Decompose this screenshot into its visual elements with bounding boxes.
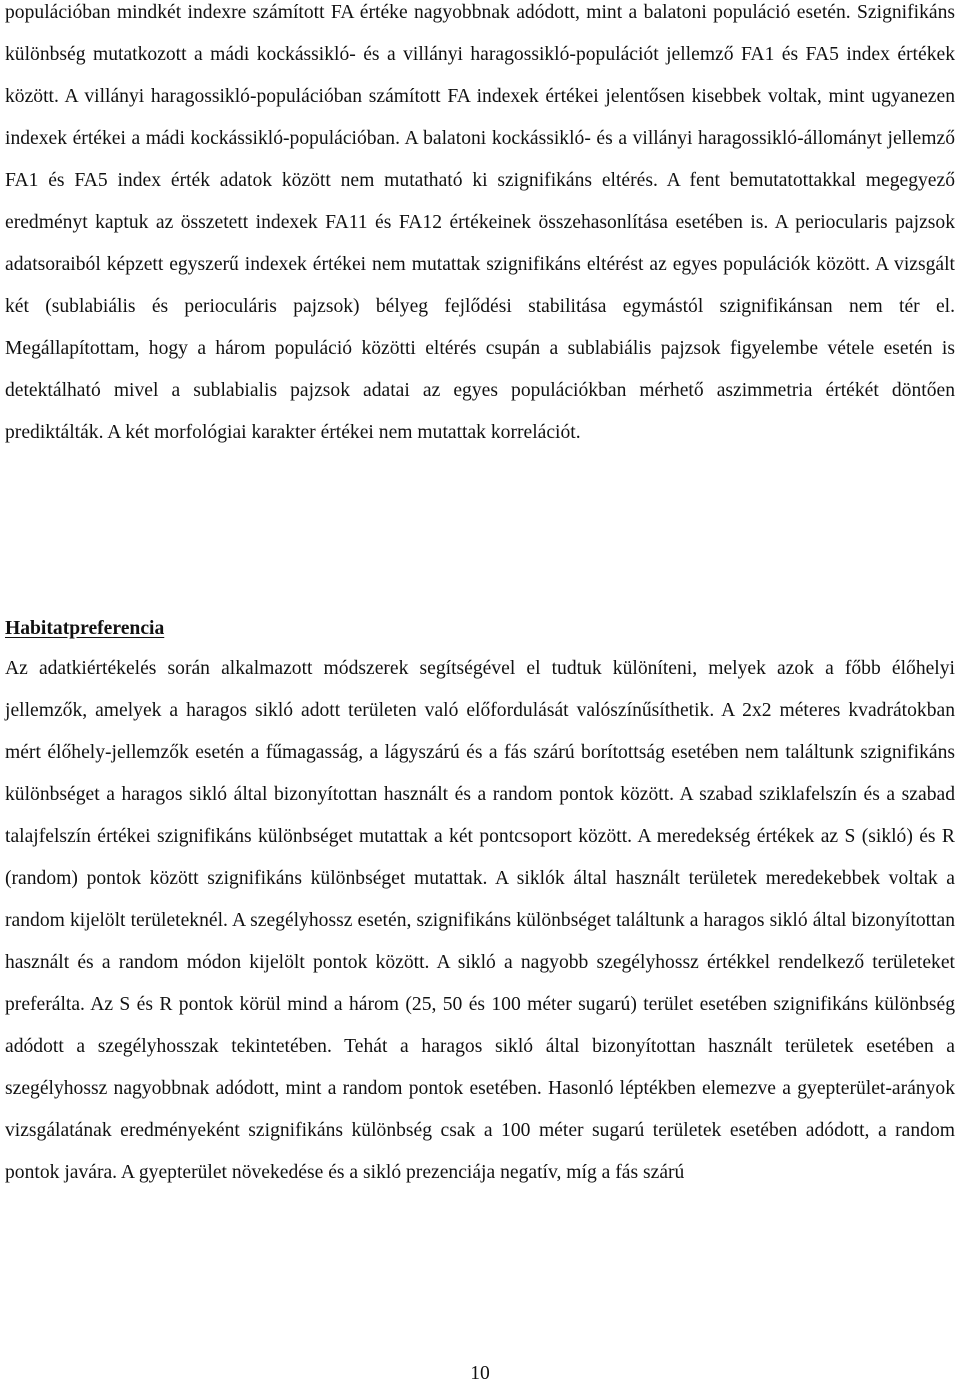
page-number: 10 <box>470 1363 490 1384</box>
habitat-paragraph: Az adatkiértékelés során alkalmazott módszerek segítségével el tudtuk különíteni, melyek azok a főbb élőhelyi jellemzők, amelyek a haragos sikló adott területen való előfordulását valószínűsíthetik. A 2x2 méteres kvadrátokban mért élőhely-jellemzők esetén a fűmagasság, a lágyszárú és a fás szárú borítottság esetében nem találtunk szignifikáns különbséget a haragos sikló által bizonyítottan használt és a random pontok között. A szabad sziklafelszín és a szabad talajfelszín értékei szignifikáns különbséget mutattak a két pontcsoport között. A meredekség értékek az S (sikló) és R (random) pontok között szignifikáns különbséget mutattak. A siklók által használt területek meredekebbek voltak a random kijelölt területeknél. A szegélyhossz esetén, szignifikáns különbséget találtunk a haragos sikló által bizonyítottan használt és a random módon kijelölt pontok között. A sikló a nagyobb szegélyhossz értékkel rendelkező területeket preferálta. Az S és R pontok körül mind a három (25, 50 és 100 méter sugarú) terület esetében szignifikáns különbség adódott a szegélyhosszak tekintetében. Tehát a haragos sikló által bizonyítottan használt területek esetében a szegélyhossz nagyobbnak adódott, mint a random pontok esetében. Hasonló léptékben elemezve a gyepterület-arányok vizsgálatának eredményeként szignifikáns különbség csak a 100 méter sugarú területek esetében adódott, a random pontok javára. A gyepterület növekedése és a sikló prezenciája negatív, míg a fás szárú <box>5 658 955 1183</box>
section-heading-habitatpreferencia: Habitatpreferencia <box>5 618 165 639</box>
results-paragraph: populációban mindkét indexre számított FA értéke nagyobbnak adódott, mint a balatoni populáció esetén. Szignifikáns különbség mutatkozott a mádi kockássikló- és a villányi haragossikló-populációt jellemző FA1 és FA5 index értékek között. A villányi haragossikló-populációban számított FA indexek értékei jelentősen kisebbek voltak, mint ugyanezen indexek értékei a mádi kockássikló-populációban. A balatoni kockássikló- és a villányi haragossikló-állományt jellemző FA1 és FA5 index érték adatok között nem mutatható ki szignifikáns eltérés. A fent bemutatottakkal megegyező eredményt kaptuk az összetett indexek FA11 és FA12 értékeinek összehasonlítása esetében is. A periocularis pajzsok adatsoraiból képzett egyszerű indexek értékei nem mutattak szignifikáns eltérést az egyes populációk között. A vizsgált két (sublabiális és perioculáris pajzsok) bélyeg fejlődési stabilitása egymástól szignifikánsan nem tér el. Megállapítottam, hogy a három populáció közötti eltérés csupán a sublabiális pajzsok figyelembe vétele esetén is detektálható mivel a sublabialis pajzsok adatai az egyes populációkban mérhető aszimmetria értékét döntően prediktálták. A két morfológiai karakter értékei nem mutattak korrelációt. <box>5 2 955 443</box>
